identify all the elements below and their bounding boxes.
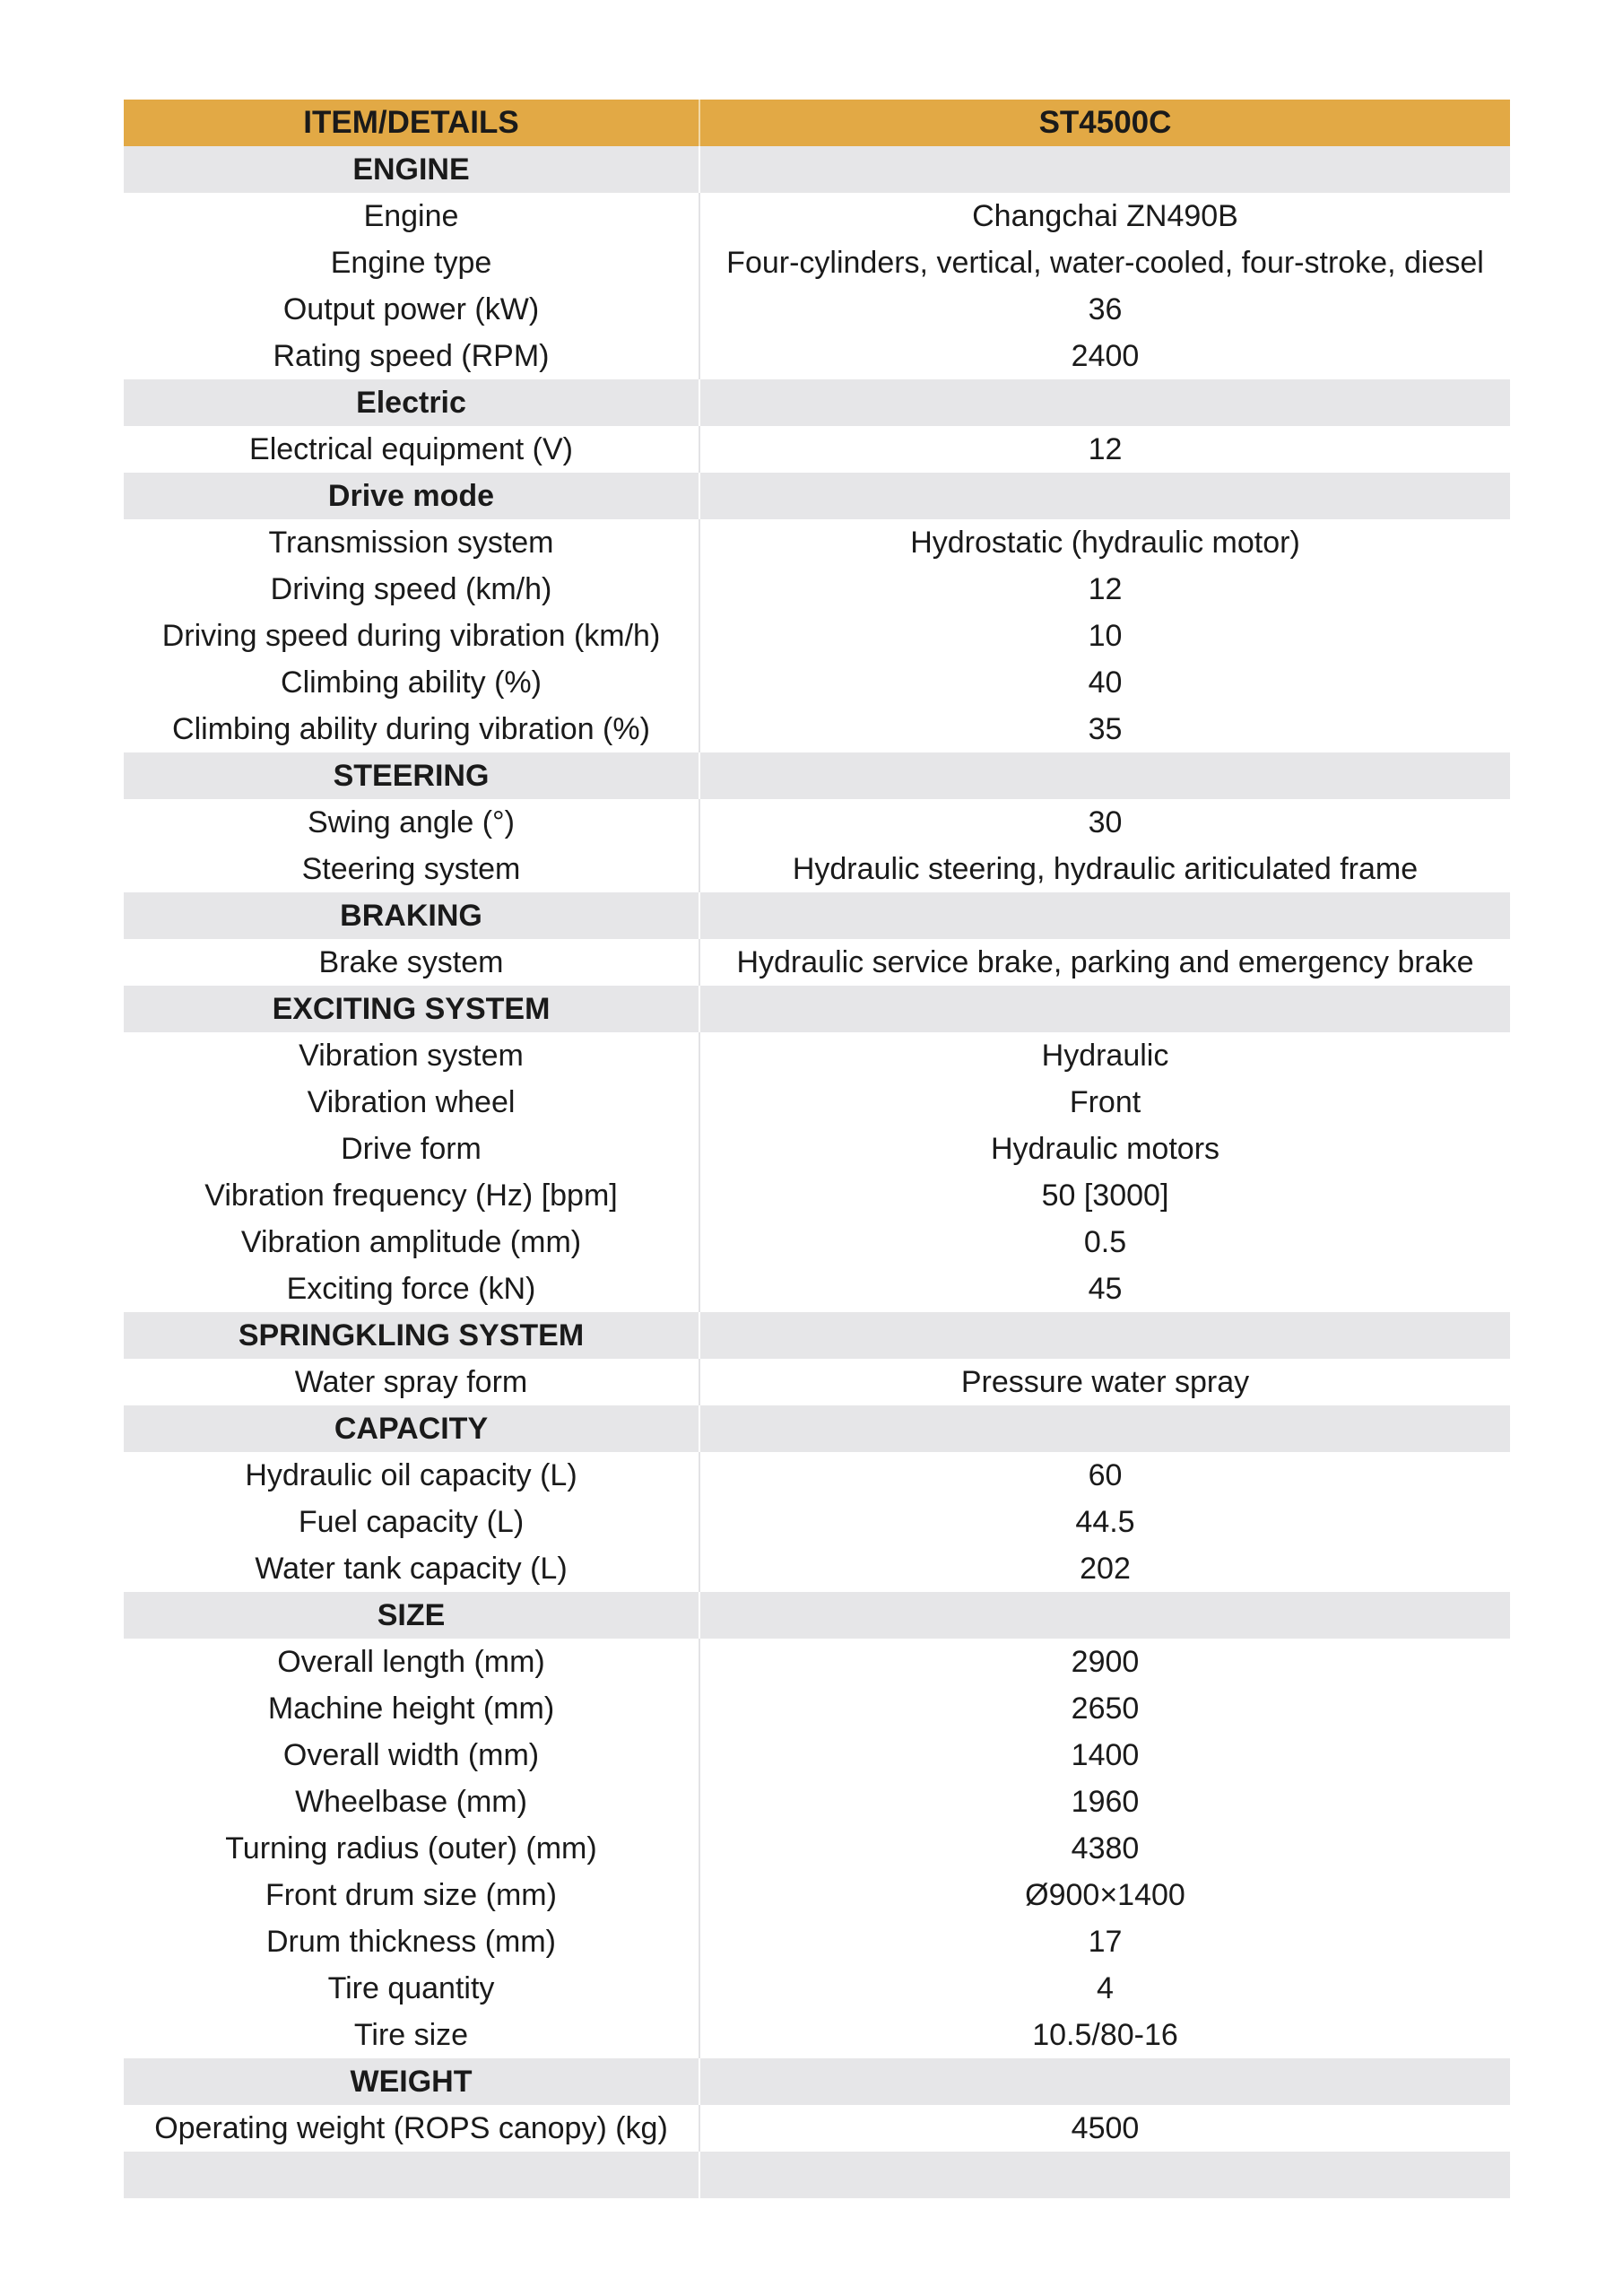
table-row xyxy=(124,519,1510,566)
spec-label: Climbing ability (%) xyxy=(124,659,699,706)
spec-label: Tire size xyxy=(124,2012,699,2058)
spec-value: 2650 xyxy=(699,1685,1510,1732)
spec-value: 202 xyxy=(699,1545,1510,1592)
spec-value: Four-cylinders, vertical, water-cooled, four-stroke, diesel xyxy=(699,239,1510,286)
table-row xyxy=(124,613,1510,659)
section-row xyxy=(124,473,1510,519)
spec-value: 4 xyxy=(699,1965,1510,2012)
section-row xyxy=(124,146,1510,193)
table-row xyxy=(124,1918,1510,1965)
section-label: EXCITING SYSTEM xyxy=(124,986,699,1032)
spec-label: Front drum size (mm) xyxy=(124,1872,699,1918)
table-row xyxy=(124,1359,1510,1405)
table-row xyxy=(124,1965,1510,2012)
spec-value: Hydraulic motors xyxy=(699,1126,1510,1172)
table-row xyxy=(124,846,1510,892)
section-label: ENGINE xyxy=(124,146,699,193)
table-header-row xyxy=(124,100,1510,146)
table-row xyxy=(124,1685,1510,1732)
spec-value: 12 xyxy=(699,426,1510,473)
spec-label: Water tank capacity (L) xyxy=(124,1545,699,1592)
spec-label: Output power (kW) xyxy=(124,286,699,333)
header-item-details: ITEM/DETAILS xyxy=(124,100,699,146)
section-value xyxy=(699,2058,1510,2105)
section-label: STEERING xyxy=(124,752,699,799)
spec-value: 2900 xyxy=(699,1639,1510,1685)
spec-value: Hydrostatic (hydraulic motor) xyxy=(699,519,1510,566)
table-row xyxy=(124,939,1510,986)
spec-value: Hydraulic steering, hydraulic ariticulated frame xyxy=(699,846,1510,892)
table-row xyxy=(124,1779,1510,1825)
spec-label: Swing angle (°) xyxy=(124,799,699,846)
table-row xyxy=(124,1265,1510,1312)
spec-label: Brake system xyxy=(124,939,699,986)
spec-label: Transmission system xyxy=(124,519,699,566)
section-value xyxy=(699,752,1510,799)
table-row xyxy=(124,193,1510,239)
spec-value: 1960 xyxy=(699,1779,1510,1825)
table-row xyxy=(124,1545,1510,1592)
spec-value: 30 xyxy=(699,799,1510,846)
spec-value: 4500 xyxy=(699,2105,1510,2152)
spec-label: Vibration frequency (Hz) [bpm] xyxy=(124,1172,699,1219)
section-row xyxy=(124,1405,1510,1452)
table-row xyxy=(124,1219,1510,1265)
section-label: WEIGHT xyxy=(124,2058,699,2105)
spec-value: 44.5 xyxy=(699,1499,1510,1545)
section-row xyxy=(124,1312,1510,1359)
section-label xyxy=(124,2152,699,2198)
table-row xyxy=(124,1126,1510,1172)
spec-label: Climbing ability during vibration (%) xyxy=(124,706,699,752)
table-row xyxy=(124,1032,1510,1079)
spec-label: Rating speed (RPM) xyxy=(124,333,699,379)
table-row xyxy=(124,2105,1510,2152)
spec-value: 12 xyxy=(699,566,1510,613)
section-row xyxy=(124,986,1510,1032)
table-row xyxy=(124,1639,1510,1685)
section-value xyxy=(699,986,1510,1032)
section-value xyxy=(699,146,1510,193)
table-row xyxy=(124,286,1510,333)
spec-label: Operating weight (ROPS canopy) (kg) xyxy=(124,2105,699,2152)
spec-value: 36 xyxy=(699,286,1510,333)
section-row xyxy=(124,892,1510,939)
table-row xyxy=(124,659,1510,706)
section-label: Drive mode xyxy=(124,473,699,519)
spec-value: 4380 xyxy=(699,1825,1510,1872)
spec-value: 17 xyxy=(699,1918,1510,1965)
spec-label: Machine height (mm) xyxy=(124,1685,699,1732)
spec-label: Overall width (mm) xyxy=(124,1732,699,1779)
section-row xyxy=(124,379,1510,426)
table-row xyxy=(124,1452,1510,1499)
section-row xyxy=(124,1592,1510,1639)
table-row xyxy=(124,2012,1510,2058)
spec-value: Front xyxy=(699,1079,1510,1126)
spec-value: 35 xyxy=(699,706,1510,752)
spec-value: Pressure water spray xyxy=(699,1359,1510,1405)
table-row xyxy=(124,426,1510,473)
table-row xyxy=(124,1172,1510,1219)
section-value xyxy=(699,1312,1510,1359)
table-row xyxy=(124,239,1510,286)
spec-label: Steering system xyxy=(124,846,699,892)
section-row xyxy=(124,2152,1510,2198)
section-label: SIZE xyxy=(124,1592,699,1639)
spec-label: Electrical equipment (V) xyxy=(124,426,699,473)
section-label: CAPACITY xyxy=(124,1405,699,1452)
spec-value: Hydraulic xyxy=(699,1032,1510,1079)
spec-value: 10.5/80-16 xyxy=(699,2012,1510,2058)
spec-value: Ø900×1400 xyxy=(699,1872,1510,1918)
section-label: Electric xyxy=(124,379,699,426)
spec-label: Fuel capacity (L) xyxy=(124,1499,699,1545)
section-row xyxy=(124,752,1510,799)
spec-value: 40 xyxy=(699,659,1510,706)
spec-label: Hydraulic oil capacity (L) xyxy=(124,1452,699,1499)
table-row xyxy=(124,566,1510,613)
spec-label: Vibration wheel xyxy=(124,1079,699,1126)
spec-value: Changchai ZN490B xyxy=(699,193,1510,239)
spec-label: Wheelbase (mm) xyxy=(124,1779,699,1825)
spec-label: Driving speed (km/h) xyxy=(124,566,699,613)
spec-label: Engine xyxy=(124,193,699,239)
spec-label: Engine type xyxy=(124,239,699,286)
section-label: BRAKING xyxy=(124,892,699,939)
spec-value: 60 xyxy=(699,1452,1510,1499)
table-row xyxy=(124,1499,1510,1545)
spec-label: Vibration amplitude (mm) xyxy=(124,1219,699,1265)
section-row xyxy=(124,2058,1510,2105)
spec-label: Vibration system xyxy=(124,1032,699,1079)
table-row xyxy=(124,1732,1510,1779)
spec-label: Turning radius (outer) (mm) xyxy=(124,1825,699,1872)
spec-value: 1400 xyxy=(699,1732,1510,1779)
section-value xyxy=(699,473,1510,519)
spec-label: Tire quantity xyxy=(124,1965,699,2012)
spec-label: Driving speed during vibration (km/h) xyxy=(124,613,699,659)
spec-value: 2400 xyxy=(699,333,1510,379)
table-row xyxy=(124,1825,1510,1872)
spec-label: Exciting force (kN) xyxy=(124,1265,699,1312)
table-row xyxy=(124,333,1510,379)
spec-value: 50 [3000] xyxy=(699,1172,1510,1219)
spec-label: Overall length (mm) xyxy=(124,1639,699,1685)
spec-value: 10 xyxy=(699,613,1510,659)
section-value xyxy=(699,1405,1510,1452)
table-row xyxy=(124,706,1510,752)
spec-value: 0.5 xyxy=(699,1219,1510,1265)
section-label: SPRINGKLING SYSTEM xyxy=(124,1312,699,1359)
header-model: ST4500C xyxy=(699,100,1510,146)
spec-label: Drum thickness (mm) xyxy=(124,1918,699,1965)
spec-table xyxy=(124,100,1510,2198)
section-value xyxy=(699,1592,1510,1639)
table-row xyxy=(124,1872,1510,1918)
table-row xyxy=(124,799,1510,846)
table-row xyxy=(124,1079,1510,1126)
spec-value: Hydraulic service brake, parking and emergency brake xyxy=(699,939,1510,986)
spec-label: Water spray form xyxy=(124,1359,699,1405)
spec-value: 45 xyxy=(699,1265,1510,1312)
section-value xyxy=(699,892,1510,939)
spec-label: Drive form xyxy=(124,1126,699,1172)
section-value xyxy=(699,379,1510,426)
table-body xyxy=(124,146,1510,2198)
section-value xyxy=(699,2152,1510,2198)
